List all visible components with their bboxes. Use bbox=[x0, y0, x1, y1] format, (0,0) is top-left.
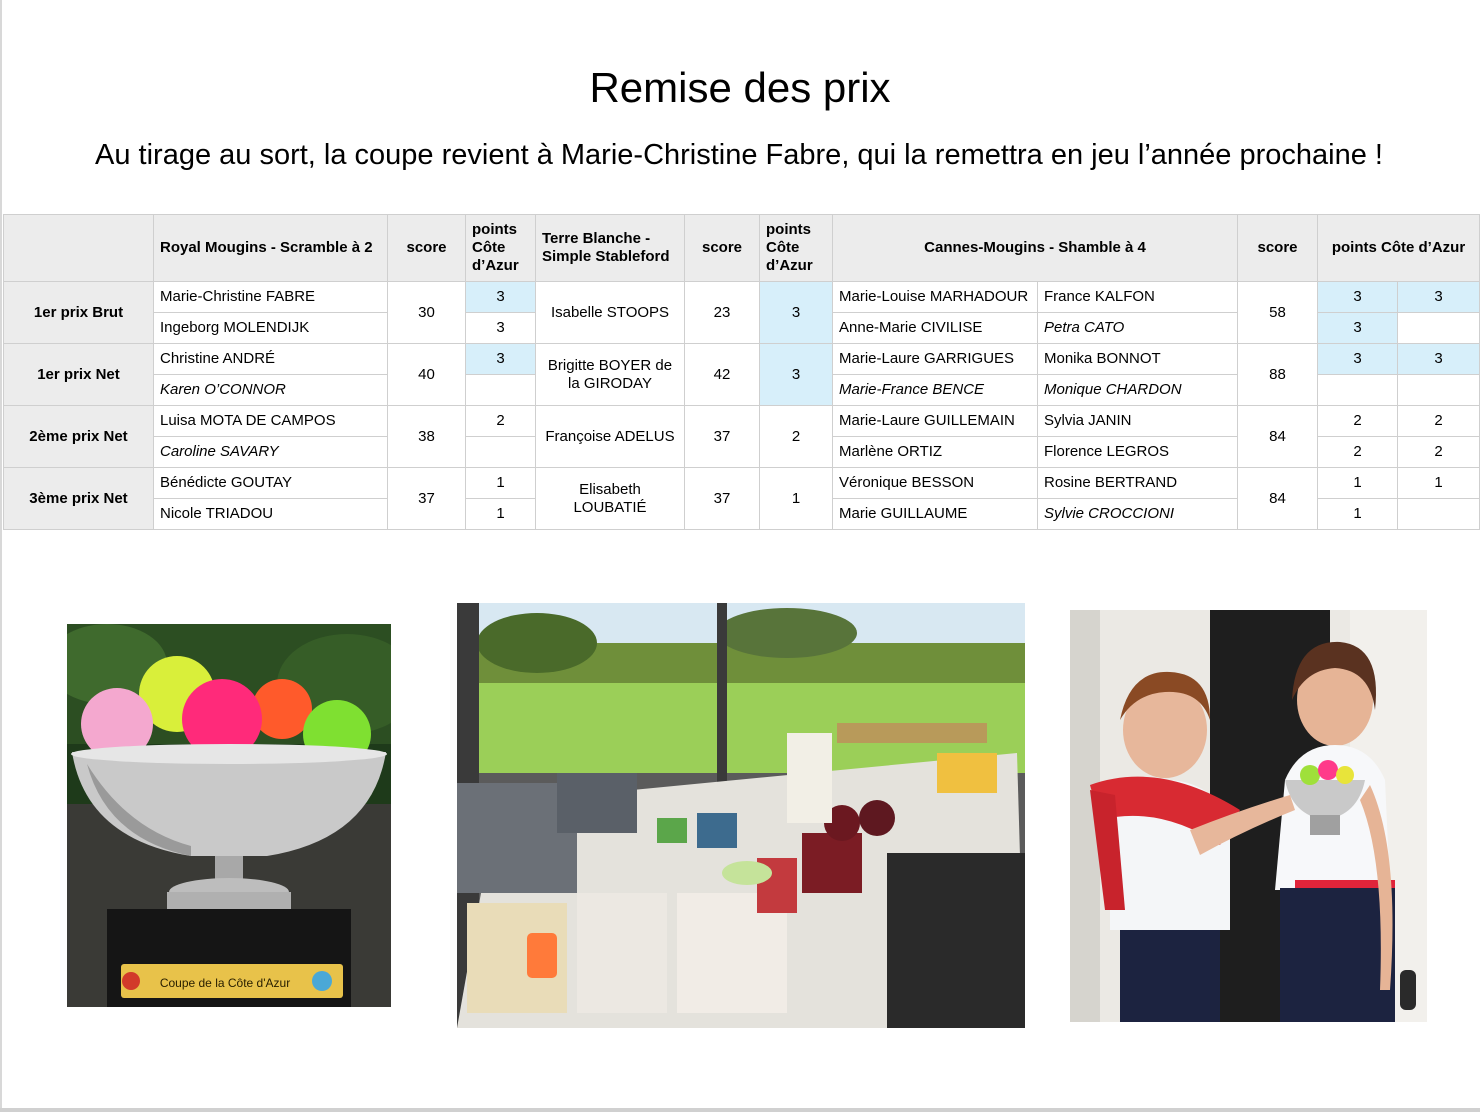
royal-points: 1 bbox=[466, 499, 536, 530]
cannes-player: Rosine BERTRAND bbox=[1038, 468, 1238, 499]
table-row bbox=[4, 282, 1480, 313]
royal-score: 40 bbox=[388, 344, 466, 406]
header-score-royal: score bbox=[388, 215, 466, 282]
table-row bbox=[4, 468, 1480, 499]
results-table bbox=[3, 214, 1480, 530]
cannes-points: 1 bbox=[1318, 468, 1398, 499]
terre-player: Elisabeth LOUBATIÉ bbox=[536, 468, 685, 530]
trophy-illustration bbox=[67, 624, 391, 1007]
table-row bbox=[4, 344, 1480, 375]
cannes-player: Marlène ORTIZ bbox=[833, 437, 1038, 468]
winners-illustration bbox=[1070, 610, 1427, 1022]
cannes-points: 2 bbox=[1398, 437, 1480, 468]
terre-score: 37 bbox=[685, 468, 760, 530]
terre-points: 1 bbox=[760, 468, 833, 530]
cannes-player: Sylvie CROCCIONI bbox=[1038, 499, 1238, 530]
terre-player: Isabelle STOOPS bbox=[536, 282, 685, 344]
cannes-player: Marie GUILLAUME bbox=[833, 499, 1038, 530]
winners-photo bbox=[1070, 610, 1427, 1022]
cannes-score: 84 bbox=[1238, 406, 1318, 468]
header-score-terre: score bbox=[685, 215, 760, 282]
header-royal-mougins: Royal Mougins - Scramble à 2 bbox=[154, 215, 388, 282]
cannes-points: 2 bbox=[1398, 406, 1480, 437]
trophy-plaque-text: Coupe de la Côte d'Azur bbox=[159, 976, 291, 990]
royal-points: 1 bbox=[466, 468, 536, 499]
royal-points: 3 bbox=[466, 282, 536, 313]
cannes-player: Véronique BESSON bbox=[833, 468, 1038, 499]
cannes-points bbox=[1398, 313, 1480, 344]
royal-score: 30 bbox=[388, 282, 466, 344]
terre-player: Françoise ADELUS bbox=[536, 406, 685, 468]
royal-player: Marie-Christine FABRE bbox=[154, 282, 388, 313]
terre-score: 23 bbox=[685, 282, 760, 344]
cannes-player: Monique CHARDON bbox=[1038, 375, 1238, 406]
cannes-points: 1 bbox=[1318, 499, 1398, 530]
royal-player: Ingeborg MOLENDIJK bbox=[154, 313, 388, 344]
header-terre-blanche: Terre Blanche - Simple Stableford bbox=[536, 215, 685, 282]
cannes-player: Marie-France BENCE bbox=[833, 375, 1038, 406]
cannes-points bbox=[1398, 499, 1480, 530]
cannes-points: 2 bbox=[1318, 406, 1398, 437]
cannes-player: Sylvia JANIN bbox=[1038, 406, 1238, 437]
header-points-terre: points Côte d’Azur bbox=[760, 215, 833, 282]
cannes-points: 3 bbox=[1398, 282, 1480, 313]
row-label: 3ème prix Net bbox=[4, 468, 154, 530]
header-points-royal: points Côte d’Azur bbox=[466, 215, 536, 282]
royal-player: Bénédicte GOUTAY bbox=[154, 468, 388, 499]
terre-score: 42 bbox=[685, 344, 760, 406]
cannes-player: Anne-Marie CIVILISE bbox=[833, 313, 1038, 344]
header-score-cannes: score bbox=[1238, 215, 1318, 282]
cannes-points bbox=[1398, 375, 1480, 406]
cannes-player: Marie-Laure GARRIGUES bbox=[833, 344, 1038, 375]
cannes-player: France KALFON bbox=[1038, 282, 1238, 313]
cannes-player: Marie-Louise MARHADOUR bbox=[833, 282, 1038, 313]
terre-points: 3 bbox=[760, 282, 833, 344]
cannes-score: 88 bbox=[1238, 344, 1318, 406]
slide-bottom-border bbox=[0, 1108, 1480, 1112]
terre-points: 3 bbox=[760, 344, 833, 406]
royal-points: 2 bbox=[466, 406, 536, 437]
header-cannes-mougins: Cannes-Mougins - Shamble à 4 bbox=[833, 215, 1238, 282]
row-label: 1er prix Brut bbox=[4, 282, 154, 344]
prizes-table-photo bbox=[457, 603, 1025, 1028]
page-subtitle: Au tirage au sort, la coupe revient à Marie-Christine Fabre, qui la remettra en jeu l’année prochaine ! bbox=[95, 139, 1383, 171]
cannes-points: 3 bbox=[1398, 344, 1480, 375]
header-empty bbox=[4, 215, 154, 282]
trophy-photo bbox=[67, 624, 391, 1007]
royal-points bbox=[466, 375, 536, 406]
cannes-points: 1 bbox=[1398, 468, 1480, 499]
table-header-row bbox=[4, 215, 1480, 282]
row-label: 1er prix Net bbox=[4, 344, 154, 406]
row-label: 2ème prix Net bbox=[4, 406, 154, 468]
royal-score: 38 bbox=[388, 406, 466, 468]
royal-points: 3 bbox=[466, 344, 536, 375]
royal-player: Christine ANDRÉ bbox=[154, 344, 388, 375]
cannes-player: Monika BONNOT bbox=[1038, 344, 1238, 375]
cannes-player: Florence LEGROS bbox=[1038, 437, 1238, 468]
royal-player: Luisa MOTA DE CAMPOS bbox=[154, 406, 388, 437]
royal-points: 3 bbox=[466, 313, 536, 344]
cannes-player: Marie-Laure GUILLEMAIN bbox=[833, 406, 1038, 437]
royal-player: Karen O’CONNOR bbox=[154, 375, 388, 406]
royal-points bbox=[466, 437, 536, 468]
cannes-score: 84 bbox=[1238, 468, 1318, 530]
prizes-illustration bbox=[457, 603, 1025, 1028]
royal-player: Nicole TRIADOU bbox=[154, 499, 388, 530]
cannes-score: 58 bbox=[1238, 282, 1318, 344]
cannes-points bbox=[1318, 375, 1398, 406]
page-title: Remise des prix bbox=[589, 64, 891, 111]
terre-points: 2 bbox=[760, 406, 833, 468]
terre-player: Brigitte BOYER de la GIRODAY bbox=[536, 344, 685, 406]
cannes-points: 3 bbox=[1318, 313, 1398, 344]
table-row bbox=[4, 406, 1480, 437]
cannes-points: 3 bbox=[1318, 282, 1398, 313]
terre-score: 37 bbox=[685, 406, 760, 468]
cannes-points: 2 bbox=[1318, 437, 1398, 468]
cannes-points: 3 bbox=[1318, 344, 1398, 375]
cannes-player: Petra CATO bbox=[1038, 313, 1238, 344]
royal-player: Caroline SAVARY bbox=[154, 437, 388, 468]
royal-score: 37 bbox=[388, 468, 466, 530]
header-points-cannes: points Côte d’Azur bbox=[1318, 215, 1480, 282]
